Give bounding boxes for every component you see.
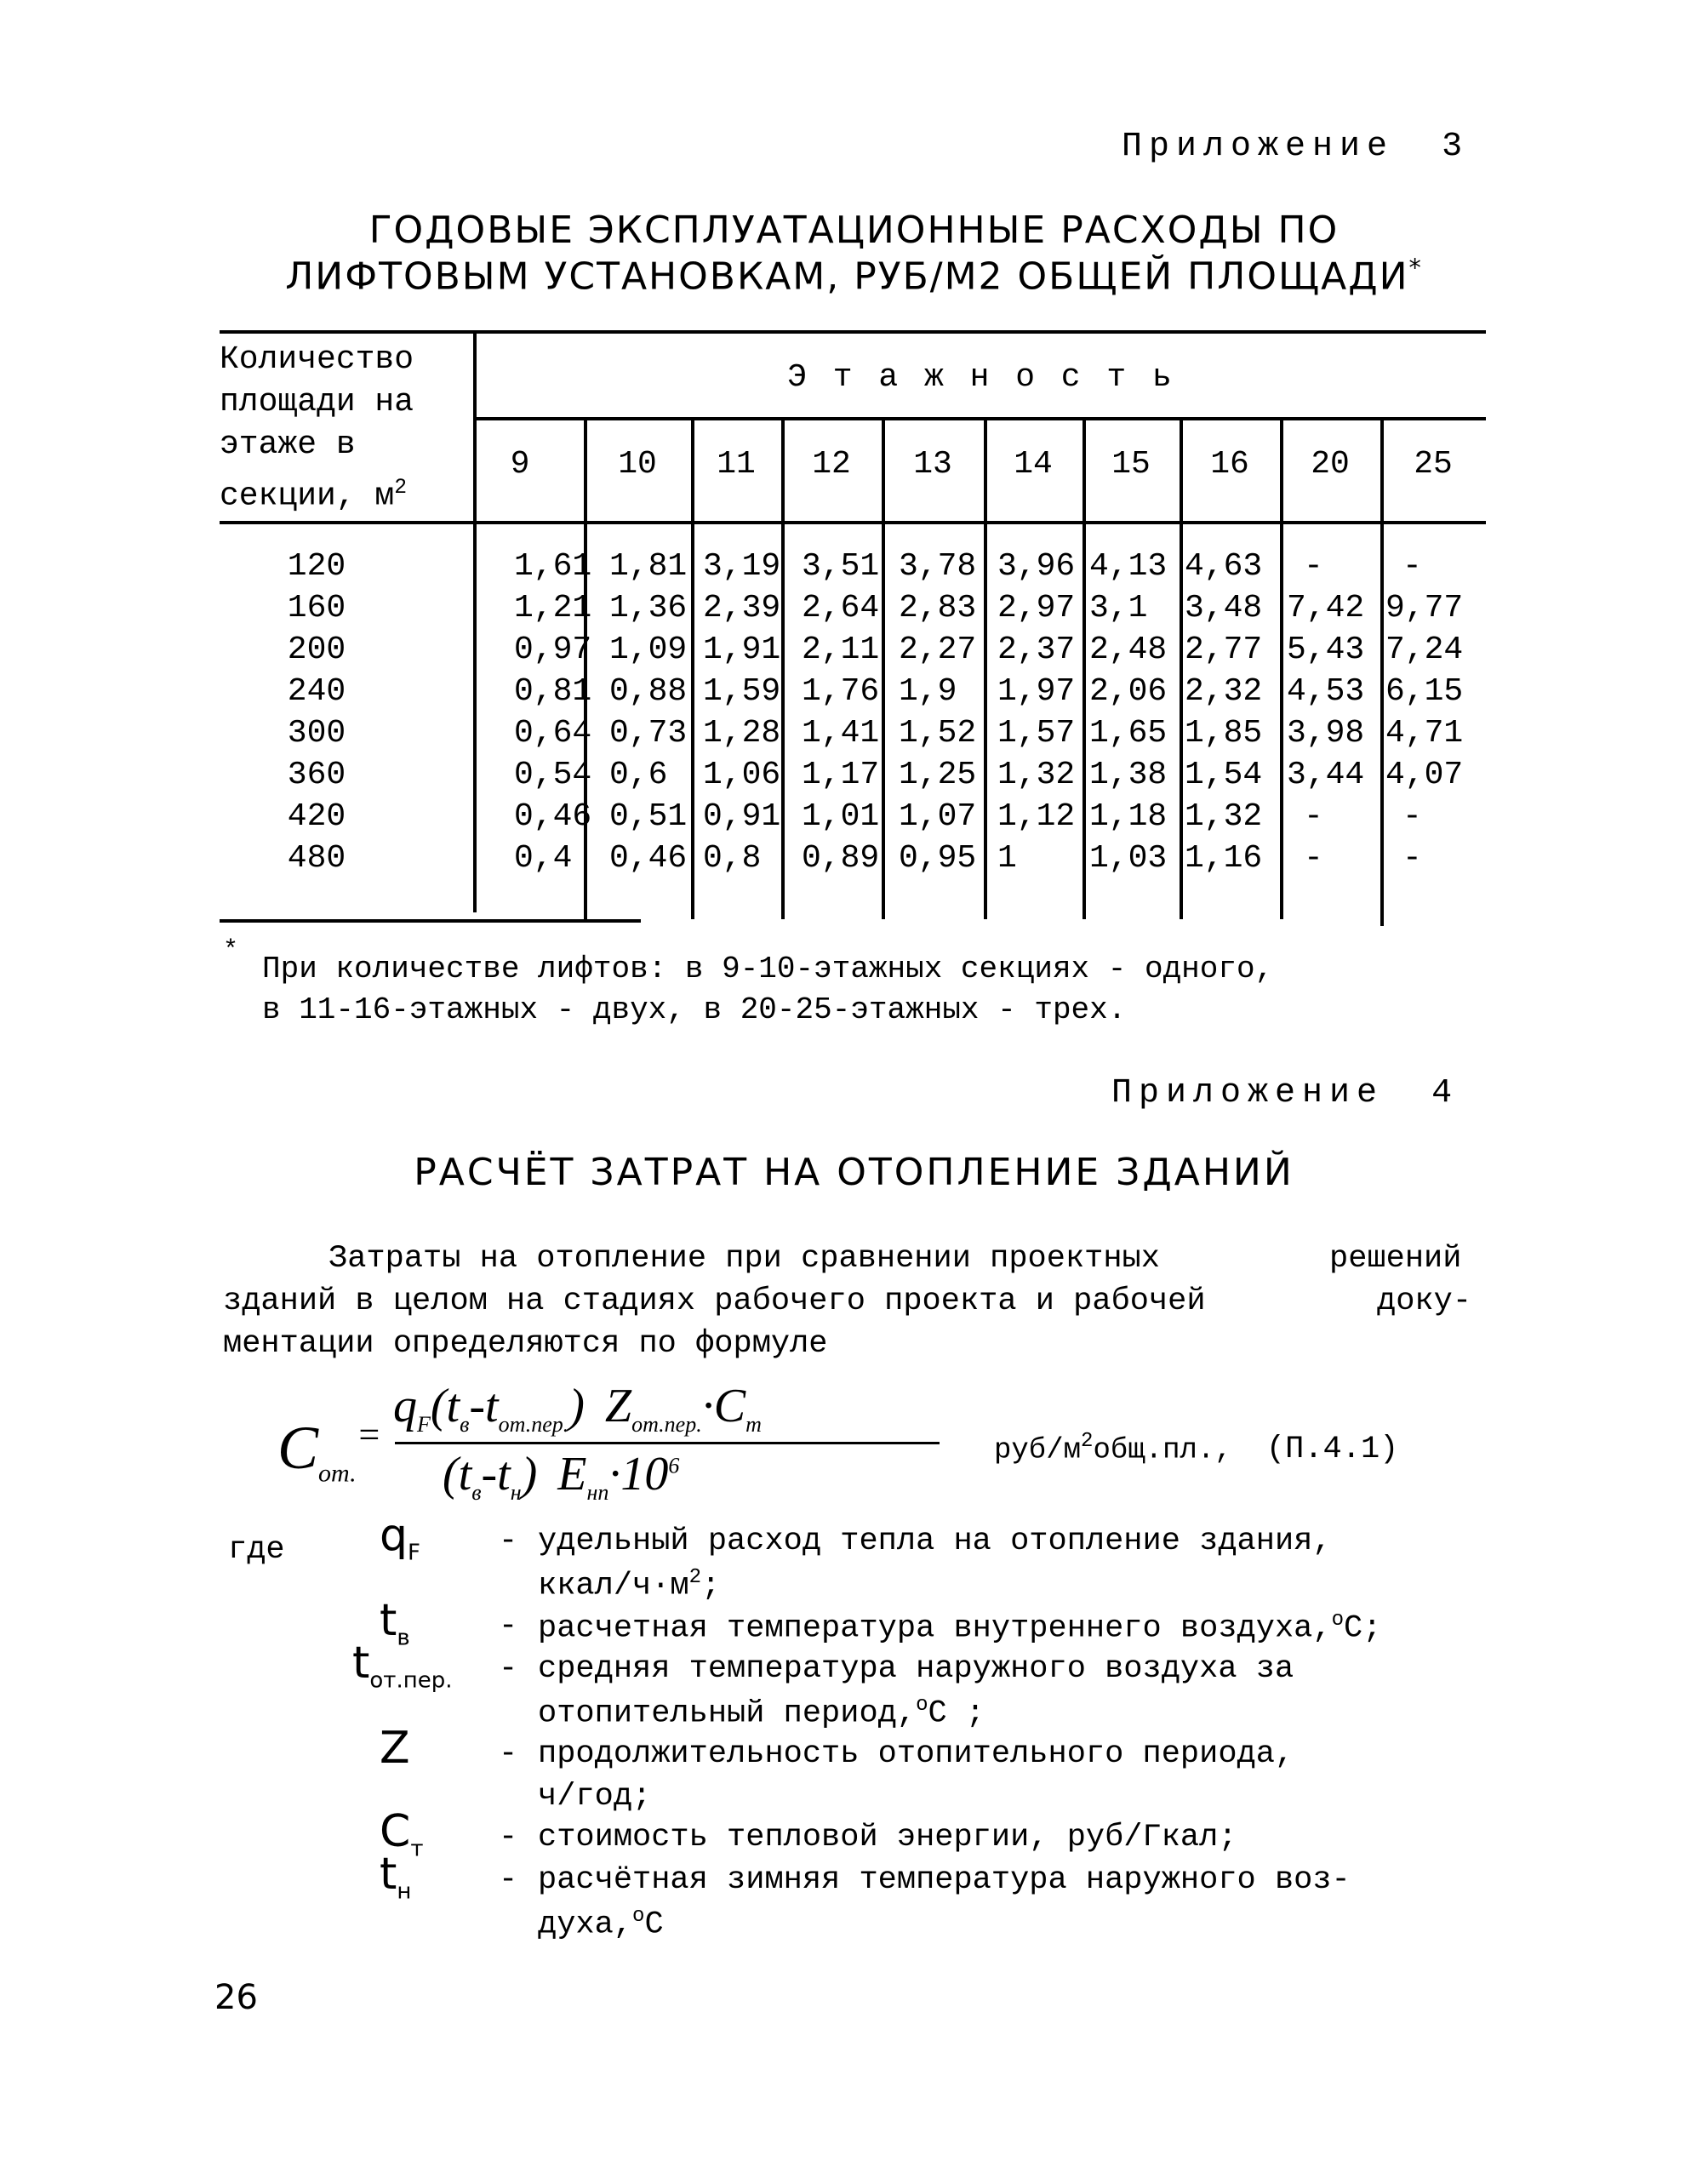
table-cell: 1,81: [609, 548, 688, 585]
row-area-label: 420: [287, 798, 346, 835]
den-tn-sub: н: [510, 1480, 522, 1506]
table-cell: 1,09: [609, 632, 688, 668]
appendix-4-number: 4: [1431, 1074, 1460, 1112]
legend-symbol-main: C: [380, 1806, 411, 1857]
table-cell: 1,91: [703, 632, 781, 668]
den-pow: 6: [668, 1453, 680, 1478]
table-cell: 5,43: [1287, 632, 1365, 668]
row-area-label: 200: [287, 632, 346, 668]
table-cell: 2,27: [899, 632, 977, 668]
legend-description-line: [538, 1566, 720, 1604]
legend-description-line: [538, 1651, 1294, 1687]
table-cell: 1,65: [1089, 715, 1168, 752]
legend-symbol-main: q: [380, 1510, 408, 1561]
table-cell: 1,32: [1185, 798, 1263, 835]
legend-tail-sup: 2: [688, 1566, 702, 1589]
legend-symbol-sub: от.пер.: [369, 1667, 453, 1694]
legend-symbol-main: Z: [380, 1723, 410, 1774]
table-cell: 2,83: [899, 590, 977, 626]
table-cell: -: [1304, 548, 1323, 585]
table-cell: 1,18: [1089, 798, 1168, 835]
formula-number: (П.4.1): [1265, 1432, 1399, 1468]
table-cell: 4,53: [1287, 673, 1365, 710]
table-cell: 1,54: [1185, 757, 1263, 793]
column-header-floors-16: 16: [1210, 446, 1249, 483]
table-cell: 0,89: [802, 840, 880, 877]
table-cell: 3,1: [1089, 590, 1148, 626]
group-header-rule: [473, 417, 1486, 420]
num-z: Z: [604, 1380, 632, 1432]
legend-description-line: [538, 1779, 651, 1815]
formula-equals: =: [356, 1414, 382, 1455]
legend-description-text: ккал/ч·м: [538, 1568, 689, 1604]
legend-description-text: расчётная зимняя температура наружного воз-: [538, 1862, 1351, 1898]
legend-description-line: [538, 1862, 1351, 1898]
legend-description-text: расчетная температура внутреннего воздуха,: [538, 1610, 1332, 1647]
formula-lhs-sub: от.: [318, 1459, 357, 1488]
row-header-line-3: этаже в: [220, 426, 356, 463]
table-cell: 0,46: [609, 840, 688, 877]
row-area-label: 160: [287, 590, 346, 626]
row-area-label: 240: [287, 673, 346, 710]
table-cell: 2,37: [997, 632, 1076, 668]
table-cell: 7,42: [1287, 590, 1365, 626]
table-cell: 1,59: [703, 673, 781, 710]
table-cell: 2,32: [1185, 673, 1263, 710]
col-divider-4: [882, 417, 885, 919]
table-cell: 0,51: [609, 798, 688, 835]
table-cell: 0,4: [514, 840, 573, 877]
legend-symbol-sub: н: [397, 1878, 412, 1905]
page-number: 26: [214, 1978, 258, 2017]
paragraph-line-3: ментации определяются по формуле: [223, 1326, 828, 1362]
legend-symbol-main: t: [380, 1595, 397, 1646]
num-c: C: [713, 1380, 746, 1432]
legend-symbol: [380, 1849, 411, 1904]
table-cell: 1,41: [802, 715, 880, 752]
legend-dash: -: [499, 1651, 518, 1687]
table-cell: 1,06: [703, 757, 781, 793]
legend-dash: -: [499, 1609, 518, 1644]
table-cell: 3,78: [899, 548, 977, 585]
col-divider-6: [1082, 417, 1086, 919]
row-header-unit-sup: 2: [394, 476, 408, 500]
legend-description-line: [538, 1820, 1237, 1855]
table-cell: 2,77: [1185, 632, 1263, 668]
col-divider-7: [1180, 417, 1183, 919]
formula-unit-b: общ.пл.,: [1093, 1434, 1232, 1467]
formula-unit-a: руб/м: [994, 1434, 1082, 1467]
legend-tail-sup: о: [632, 1905, 645, 1928]
legend-symbol-sub: F: [408, 1540, 420, 1566]
table-cell: 3,19: [703, 548, 781, 585]
table-cell: 1: [997, 840, 1017, 877]
paragraph-line-2a: зданий в целом на стадиях рабочего проекта и рабочей: [223, 1283, 1206, 1319]
legend-symbol-main: t: [380, 1849, 397, 1900]
legend-symbol: [380, 1723, 410, 1774]
table-cell: 2,06: [1089, 673, 1168, 710]
table-cell: 0,97: [514, 632, 592, 668]
formula-unit-sup: 2: [1081, 1430, 1094, 1453]
table-title-line-2: [0, 253, 1708, 299]
num-z-sub: от.пер.: [631, 1412, 702, 1438]
paragraph-line-1b: решений: [1329, 1241, 1462, 1277]
table-cell: 3,51: [802, 548, 880, 585]
table-cell: 0,54: [514, 757, 592, 793]
table-bottom-rule: [220, 919, 641, 923]
num-q-sub: F: [417, 1412, 431, 1438]
den-close: ): [521, 1448, 538, 1501]
row-header-line-4: [220, 466, 407, 518]
legend-description-text: удельный расход тепла на отопление здания,: [538, 1524, 1332, 1559]
table-cell: 2,11: [802, 632, 880, 668]
table-top-rule: [220, 330, 1486, 334]
table-cell: 1,17: [802, 757, 880, 793]
table-title-line-2-text: ЛИФТОВЫМ УСТАНОВКАМ, РУБ/М2 ОБЩЕЙ ПЛОЩАДИ: [285, 254, 1409, 299]
table-cell: 2,48: [1089, 632, 1168, 668]
col-divider-1: [584, 417, 587, 919]
appendix-3-label: Приложение: [1122, 128, 1395, 166]
col-divider-3: [781, 417, 785, 919]
num-dot: ·: [701, 1380, 714, 1432]
table-cell: 4,07: [1385, 757, 1464, 793]
row-area-label: 120: [287, 548, 346, 585]
formula-numerator: [393, 1379, 762, 1438]
den-mult: ·10: [608, 1448, 669, 1501]
column-header-rule: [220, 521, 1486, 524]
table-cell: 1,32: [997, 757, 1076, 793]
table-cell: 1,03: [1089, 840, 1168, 877]
formula-unit: [994, 1430, 1398, 1467]
table-cell: 4,63: [1185, 548, 1263, 585]
num-open: (t: [430, 1380, 460, 1432]
column-header-floors-13: 13: [913, 446, 952, 483]
table-cell: 0,64: [514, 715, 592, 752]
legend-description-line: [538, 1736, 1294, 1772]
legend-description-line: [538, 1524, 1332, 1559]
table-title-line-1: ГОДОВЫЕ ЭКСПЛУАТАЦИОННЫЕ РАСХОДЫ ПО: [368, 209, 1340, 252]
row-header-divider: [473, 330, 477, 912]
table-cell: -: [1304, 840, 1323, 877]
table-cell: 0,8: [703, 840, 762, 877]
col-divider-8: [1280, 417, 1283, 919]
table-cell: 6,15: [1385, 673, 1464, 710]
paragraph-line-2b: доку-: [1377, 1283, 1472, 1319]
num-q: q: [393, 1380, 417, 1432]
legend-symbol-main: t: [352, 1638, 370, 1689]
table-cell: 1,57: [997, 715, 1076, 752]
paragraph-line-1a: Затраты на отопление при сравнении проектных: [328, 1241, 1160, 1277]
den-minus: -t: [481, 1448, 511, 1501]
legend-description-line: [538, 1694, 985, 1731]
table-cell: 1,21: [514, 590, 592, 626]
table-cell: 1,25: [899, 757, 977, 793]
legend-dash: -: [499, 1862, 518, 1898]
row-header-line-1: Количество: [220, 341, 414, 378]
row-area-label: 300: [287, 715, 346, 752]
den-e-sub: нп: [586, 1480, 609, 1506]
num-tot-sub: от.пер.: [498, 1412, 569, 1438]
den-e: E: [557, 1448, 587, 1501]
table-cell: 1,28: [703, 715, 781, 752]
where-label: где: [228, 1532, 285, 1568]
table-cell: 0,46: [514, 798, 592, 835]
legend-symbol: [380, 1510, 420, 1565]
column-header-floors-11: 11: [717, 446, 756, 483]
legend-description-text: стоимость тепловой энергии, руб/Гкал;: [538, 1820, 1237, 1855]
fraction-bar: [395, 1442, 940, 1444]
column-header-floors-15: 15: [1111, 446, 1151, 483]
table-cell: 0,95: [899, 840, 977, 877]
table-cell: -: [1304, 798, 1323, 835]
legend-tail-sup: о: [1331, 1609, 1344, 1632]
num-tv-sub: в: [460, 1412, 470, 1438]
table-cell: 0,6: [609, 757, 668, 793]
group-header-floors: Э т а ж н о с т ь: [787, 359, 1175, 396]
table-cell: 4,71: [1385, 715, 1464, 752]
legend-symbol-sub: т: [410, 1836, 424, 1862]
table-cell: 1,85: [1185, 715, 1263, 752]
table-cell: 2,97: [997, 590, 1076, 626]
appendix-3-number: 3: [1442, 128, 1470, 166]
num-minus: -t: [469, 1380, 499, 1432]
num-close: ): [568, 1380, 585, 1432]
legend-description-text: продолжительность отопительного периода,: [538, 1736, 1294, 1772]
table-cell: 0,88: [609, 673, 688, 710]
legend-tail: C;: [1344, 1610, 1382, 1647]
legend-description-text: отопительный период,: [538, 1695, 917, 1732]
table-cell: 2,39: [703, 590, 781, 626]
table-cell: 1,52: [899, 715, 977, 752]
table-cell: -: [1402, 798, 1422, 835]
den-open: (t: [443, 1448, 472, 1501]
appendix-4-label: Приложение: [1111, 1074, 1385, 1112]
table-cell: 9,77: [1385, 590, 1464, 626]
formula-denominator: [443, 1447, 679, 1506]
row-area-label: 480: [287, 840, 346, 877]
appendix-3-heading: [1122, 128, 1469, 166]
footnote-line-1: При количестве лифтов: в 9-10-этажных секциях - одного,: [262, 952, 1274, 986]
column-header-floors-20: 20: [1311, 446, 1350, 483]
legend-description-text: средняя температура наружного воздуха за: [538, 1651, 1294, 1687]
formula-lhs: [277, 1413, 381, 1488]
table-cell: 3,96: [997, 548, 1076, 585]
table-cell: 1,12: [997, 798, 1076, 835]
table-cell: 1,07: [899, 798, 977, 835]
footnote-mark: *: [223, 936, 239, 965]
table-cell: -: [1402, 548, 1422, 585]
table-cell: 3,98: [1287, 715, 1365, 752]
table-cell: 4,13: [1089, 548, 1168, 585]
table-cell: 2,64: [802, 590, 880, 626]
table-cell: 1,97: [997, 673, 1076, 710]
legend-dash: -: [499, 1524, 518, 1559]
table-cell: -: [1402, 840, 1422, 877]
table-cell: 1,61: [514, 548, 592, 585]
table-cell: 1,76: [802, 673, 880, 710]
legend-tail: C ;: [928, 1695, 985, 1732]
column-header-floors-9: 9: [510, 446, 530, 483]
appendix-4-heading: [1111, 1074, 1459, 1112]
col-divider-9: [1380, 417, 1384, 926]
legend-symbol-sub: в: [397, 1625, 410, 1651]
den-tv-sub: в: [471, 1480, 482, 1506]
legend-description-line: [538, 1609, 1381, 1646]
legend-tail: ;: [701, 1568, 721, 1604]
legend-tail: C: [644, 1907, 664, 1943]
legend-description-text: ч/год;: [538, 1779, 652, 1815]
table-cell: 3,44: [1287, 757, 1365, 793]
legend-symbol: [352, 1638, 452, 1693]
legend-tail-sup: о: [916, 1694, 928, 1717]
table-cell: 0,73: [609, 715, 688, 752]
num-c-sub: т: [745, 1412, 762, 1438]
column-header-floors-25: 25: [1414, 446, 1453, 483]
row-header-line-2: площади на: [220, 384, 414, 420]
legend-dash: -: [499, 1820, 518, 1855]
col-divider-5: [984, 417, 987, 919]
column-header-floors-10: 10: [618, 446, 657, 483]
column-header-floors-14: 14: [1014, 446, 1053, 483]
table-cell: 0,91: [703, 798, 781, 835]
column-header-floors-12: 12: [812, 446, 851, 483]
table-title-asterisk: *: [1408, 253, 1423, 282]
table-cell: 3,48: [1185, 590, 1263, 626]
table-cell: 1,01: [802, 798, 880, 835]
legend-dash: -: [499, 1736, 518, 1772]
table-cell: 1,38: [1089, 757, 1168, 793]
row-header-unit: секции, м: [220, 477, 395, 515]
section-title: РАСЧЁТ ЗАТРАТ НА ОТОПЛЕНИЕ ЗДАНИЙ: [414, 1151, 1294, 1194]
legend-description-text: духа,: [538, 1907, 633, 1943]
table-cell: 7,24: [1385, 632, 1464, 668]
col-divider-2: [691, 417, 694, 919]
formula-lhs-c: C: [277, 1414, 319, 1482]
table-cell: 0,81: [514, 673, 592, 710]
legend-description-line: [538, 1905, 664, 1942]
footnote-line-2: в 11-16-этажных - двух, в 20-25-этажных - трех.: [262, 992, 1127, 1027]
table-cell: 1,9: [899, 673, 957, 710]
table-cell: 1,16: [1185, 840, 1263, 877]
row-area-label: 360: [287, 757, 346, 793]
table-cell: 1,36: [609, 590, 688, 626]
